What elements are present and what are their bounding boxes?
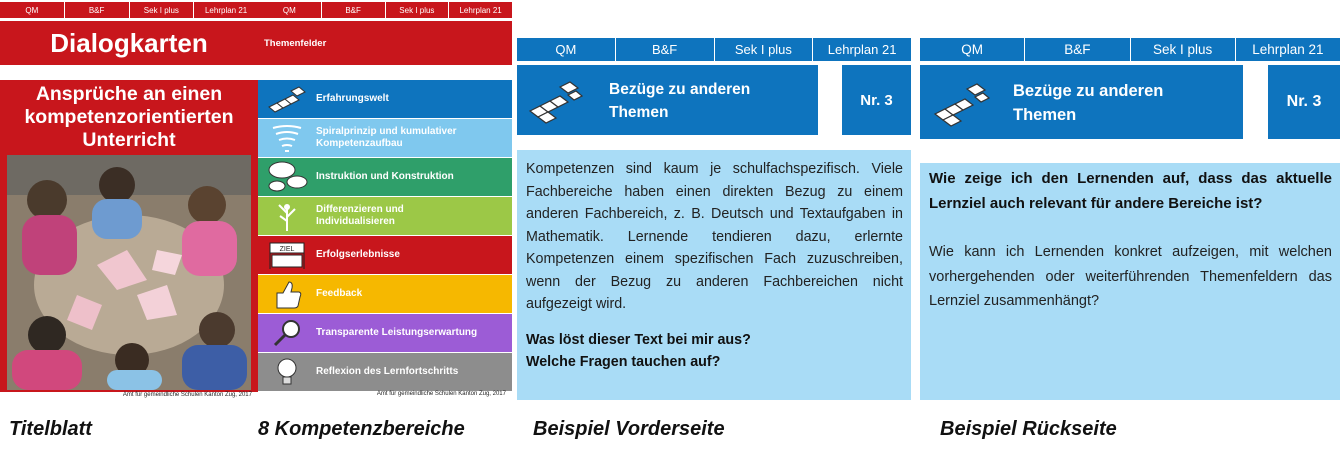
cover-tabbar (0, 2, 258, 18)
children-photo (7, 155, 251, 390)
cover-credit: Amt für gemeindliche Schulen Kanton Zug, 2017 (122, 392, 252, 398)
plant-icon (258, 197, 316, 235)
theme-label: Spiralprinzip und kumulativer Kompetenzaufbau (316, 126, 457, 149)
front-title-line2: Themen (609, 104, 669, 121)
caption-titelblatt: Titelblatt (9, 418, 92, 440)
theme-label: Transparente Leistungserwartung (316, 327, 478, 338)
front-card (517, 0, 911, 400)
subtitle-line1: Ansprüche an einen (35, 83, 223, 105)
thumbs-up-icon (258, 275, 316, 313)
magnifier-icon (258, 314, 316, 352)
overview-credit: Amt für gemeindliche Schulen Kanton Zug, 2017 (376, 391, 506, 397)
front-tabbar (517, 38, 911, 61)
tab-lehrplan[interactable]: Lehrplan 21 (459, 5, 502, 15)
back-number-box (1268, 65, 1340, 139)
back-tabbar (920, 38, 1340, 61)
front-text: Kompetenzen sind kaum je schulfachspezifisch. Viele Fachbereiche haben einen direkten Bezug zu einem anderen Fachbereich, z. B. Deutsch und Textaufgaben in Mathematik. Lernende tendieren dazu, erlernte Kompetenzen einem spezifischen Fach zuzuschreiben, wenn der Bezug zu anderen Fachbereichen nicht aufgezeigt wird. (526, 161, 903, 312)
card-number: Nr. 3 (1286, 93, 1322, 110)
theme-label: Reflexion des Lernfortschritts (316, 366, 459, 377)
front-title-line1: Bezüge zu anderen (609, 81, 751, 98)
theme-item-transparente[interactable] (258, 314, 512, 353)
tab-sek[interactable]: Sek I plus (386, 2, 450, 18)
page-title: Dialogkarten (50, 27, 208, 58)
front-title-box (517, 65, 818, 135)
back-title (1013, 79, 1163, 127)
front-question-2: Welche Fragen tauchen auf? (526, 354, 721, 370)
back-card (920, 0, 1340, 400)
tab-lehrplan[interactable]: Lehrplan 21 (827, 42, 897, 57)
back-title-box (920, 65, 1243, 139)
finish-line-icon (258, 236, 316, 274)
theme-item-spiralprinzip[interactable] (258, 119, 512, 158)
front-title (609, 78, 750, 124)
theme-label: Differenzieren und Individualisieren (316, 204, 404, 227)
svg-text:ZIEL: ZIEL (279, 246, 295, 253)
theme-label: Feedback (316, 288, 363, 299)
hopscotch-icon (929, 76, 993, 128)
front-body (517, 150, 911, 400)
tab-bf[interactable]: B&F (1025, 38, 1130, 61)
theme-label: Erfahrungswelt (316, 93, 389, 104)
front-question-1: Was löst dieser Text bei mir aus? (526, 331, 751, 348)
caption-kompetenzbereiche: 8 Kompetenzbereiche (258, 418, 465, 440)
cover-card (0, 0, 258, 400)
cover-title-bar (0, 21, 258, 65)
tab-bf[interactable]: B&F (322, 2, 386, 18)
back-title-line1: Bezüge zu anderen (1013, 82, 1164, 100)
tab-sek[interactable]: Sek I plus (715, 38, 814, 61)
theme-item-reflexion[interactable] (258, 353, 512, 391)
lightbulb-icon (258, 353, 316, 391)
theme-item-erfahrungswelt[interactable] (258, 80, 512, 119)
theme-item-differenzieren[interactable] (258, 197, 512, 236)
speech-bubble-icon (258, 158, 316, 196)
theme-item-feedback[interactable] (258, 275, 512, 314)
hopscotch-icon (524, 75, 586, 125)
caption-vorderseite: Beispiel Vorderseite (533, 418, 725, 440)
tab-qm[interactable]: QM (920, 38, 1025, 61)
back-title-line2: Themen (1013, 106, 1077, 124)
theme-item-erfolgserlebnisse[interactable] (258, 236, 512, 275)
spiral-icon (258, 119, 316, 157)
tab-qm[interactable]: QM (258, 2, 322, 18)
overview-card (258, 0, 512, 400)
subtitle-line3: Unterricht (82, 129, 176, 151)
theme-item-instruktion[interactable] (258, 158, 512, 197)
subtitle-line2: kompetenzorientierten (24, 106, 234, 128)
overview-title: Themenfelder (264, 37, 327, 49)
hopscotch-icon (258, 80, 316, 118)
theme-list (258, 80, 512, 391)
tab-bf[interactable]: B&F (616, 38, 715, 61)
back-body (920, 163, 1340, 400)
back-text: Wie kann ich Lernenden konkret aufzeigen, mit welchen vorhergehenden oder weiterführenden Themenfeldern das Lernziel zusammenhängt? (929, 244, 1332, 309)
theme-label: Instruktion und Konstruktion (316, 171, 454, 182)
card-number: Nr. 3 (860, 91, 893, 109)
overview-tabbar (258, 2, 512, 18)
front-number-box (842, 65, 911, 135)
tab-bf[interactable]: B&F (65, 2, 130, 18)
overview-header (258, 21, 512, 65)
cover-subtitle (0, 80, 258, 152)
tab-qm[interactable]: QM (0, 2, 65, 18)
caption-rueckseite: Beispiel Rückseite (940, 418, 1117, 440)
tab-sek[interactable]: Sek I plus (1131, 38, 1236, 61)
tab-lehrplan[interactable]: Lehrplan 21 (204, 5, 248, 15)
tab-qm[interactable]: QM (517, 38, 616, 61)
theme-label: Erfolgserlebnisse (316, 249, 400, 260)
tab-sek[interactable]: Sek I plus (130, 2, 195, 18)
cover-main (0, 80, 258, 392)
tab-lehrplan[interactable]: Lehrplan 21 (1252, 42, 1324, 57)
back-question: Wie zeige ich den Lernenden auf, dass das aktuelle Lernziel auch relevant für andere Bereiche ist? (929, 170, 1332, 212)
